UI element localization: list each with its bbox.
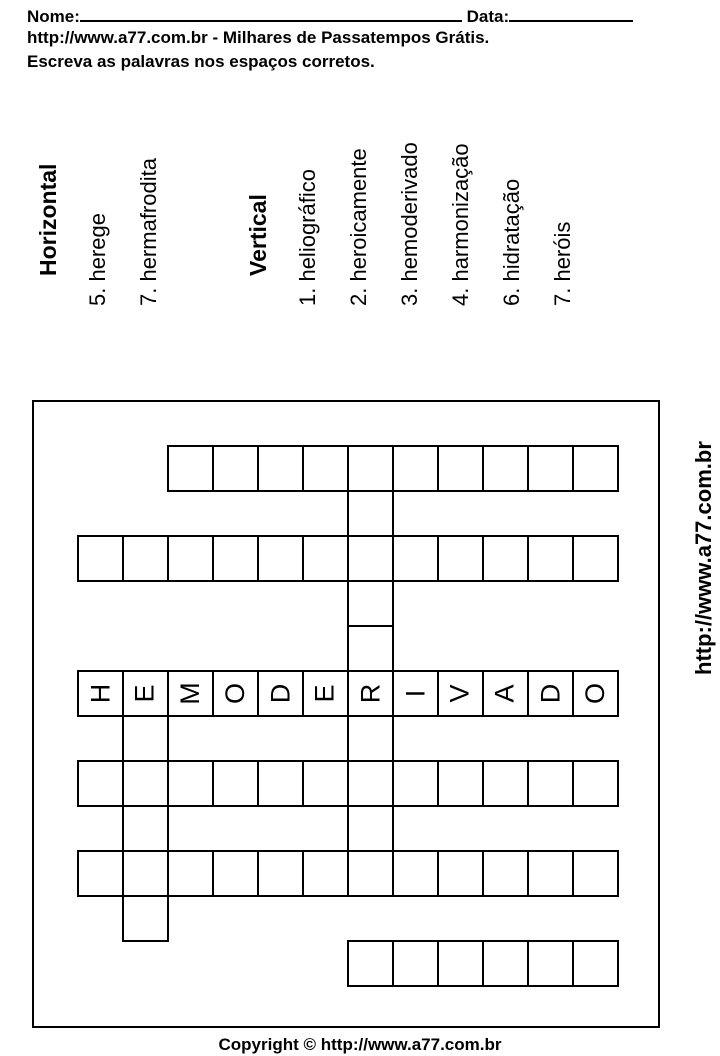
grid-cell[interactable] bbox=[212, 670, 259, 717]
grid-cell[interactable] bbox=[167, 760, 214, 807]
cell-letter: D bbox=[265, 683, 295, 704]
grid-cell[interactable] bbox=[257, 760, 304, 807]
cell-letter: M bbox=[175, 682, 205, 705]
grid-cell[interactable] bbox=[167, 850, 214, 897]
clue-h-5: 5. herege bbox=[85, 213, 110, 306]
grid-cell[interactable] bbox=[482, 445, 529, 492]
grid-cell[interactable] bbox=[347, 625, 394, 672]
date-field[interactable] bbox=[509, 4, 633, 22]
grid-cell[interactable] bbox=[437, 445, 484, 492]
grid-cell[interactable] bbox=[347, 490, 394, 537]
cell-letter-wrap bbox=[439, 672, 482, 715]
grid-cell[interactable] bbox=[167, 670, 214, 717]
grid-cell[interactable] bbox=[122, 715, 169, 762]
clue-h-7: 7. hermafrodita bbox=[136, 158, 161, 306]
header-line-2: http://www.a77.com.br - Milhares de Passatempos Grátis. bbox=[27, 28, 490, 47]
clue-v-3: 3. hemoderivado bbox=[397, 142, 422, 306]
instructions: Escreva as palavras nos espaços corretos. bbox=[27, 52, 375, 71]
grid-cell[interactable] bbox=[257, 850, 304, 897]
grid-cell[interactable] bbox=[527, 445, 574, 492]
grid-cell[interactable] bbox=[302, 535, 349, 582]
grid-cell[interactable] bbox=[482, 760, 529, 807]
grid-cell[interactable] bbox=[482, 535, 529, 582]
cell-letter-wrap bbox=[124, 672, 167, 715]
grid-cell[interactable] bbox=[437, 670, 484, 717]
date-label: Data: bbox=[466, 7, 510, 26]
grid-cell[interactable] bbox=[572, 535, 619, 582]
clue-v-2: 2. heroicamente bbox=[346, 148, 371, 306]
grid-cell[interactable] bbox=[212, 535, 259, 582]
grid-cell[interactable] bbox=[392, 445, 439, 492]
grid-cell[interactable] bbox=[392, 760, 439, 807]
cell-letter: R bbox=[355, 683, 385, 704]
clue-v-7: 7. heróis bbox=[550, 221, 575, 306]
grid-cell[interactable] bbox=[347, 940, 394, 987]
cell-letter: H bbox=[85, 683, 115, 704]
footer-copyright: Copyright © http://www.a77.com.br bbox=[218, 1035, 502, 1054]
grid-cell[interactable] bbox=[257, 670, 304, 717]
grid-cell[interactable] bbox=[527, 760, 574, 807]
grid-cell[interactable] bbox=[347, 805, 394, 852]
grid-cell[interactable] bbox=[302, 445, 349, 492]
grid-cell[interactable] bbox=[212, 760, 259, 807]
grid-cell[interactable] bbox=[437, 535, 484, 582]
cell-letter: E bbox=[309, 684, 340, 703]
grid-cell[interactable] bbox=[122, 760, 169, 807]
grid-cell[interactable] bbox=[347, 850, 394, 897]
grid-cell[interactable] bbox=[347, 445, 394, 492]
grid-cell[interactable] bbox=[347, 535, 394, 582]
grid-cell[interactable] bbox=[527, 670, 574, 717]
cell-letter: I bbox=[399, 689, 430, 698]
clue-v-6: 6. hidratação bbox=[499, 178, 524, 306]
grid-cell[interactable] bbox=[527, 535, 574, 582]
cell-letter-wrap bbox=[484, 672, 527, 715]
cell-letter-wrap bbox=[394, 672, 437, 715]
grid-cell[interactable] bbox=[392, 940, 439, 987]
name-label: Nome: bbox=[27, 7, 80, 26]
name-field[interactable] bbox=[80, 4, 462, 22]
grid-cell[interactable] bbox=[347, 760, 394, 807]
grid-cell[interactable] bbox=[527, 940, 574, 987]
grid-cell[interactable] bbox=[212, 445, 259, 492]
cell-letter-wrap bbox=[214, 672, 257, 715]
grid-cell[interactable] bbox=[572, 670, 619, 717]
grid-cell[interactable] bbox=[122, 850, 169, 897]
grid-cell[interactable] bbox=[437, 760, 484, 807]
grid-cell[interactable] bbox=[122, 805, 169, 852]
grid-cell[interactable] bbox=[572, 760, 619, 807]
grid-cell[interactable] bbox=[482, 850, 529, 897]
cell-letter-wrap bbox=[304, 672, 347, 715]
side-url: http://www.a77.com.br bbox=[691, 441, 716, 675]
grid-cell[interactable] bbox=[347, 580, 394, 627]
grid-cell[interactable] bbox=[572, 940, 619, 987]
cell-letter-wrap bbox=[529, 672, 572, 715]
cell-letter: O bbox=[219, 682, 250, 705]
grid-cell[interactable] bbox=[482, 670, 529, 717]
grid-cell[interactable] bbox=[392, 670, 439, 717]
cell-letter: E bbox=[129, 684, 160, 703]
horizontal-title: Horizontal bbox=[35, 163, 61, 276]
clue-v-4: 4. harmonização bbox=[448, 143, 473, 306]
vertical-title: Vertical bbox=[245, 194, 271, 276]
grid-cell[interactable] bbox=[302, 670, 349, 717]
cell-letter: V bbox=[444, 684, 475, 703]
grid-cell[interactable] bbox=[572, 850, 619, 897]
grid-cell[interactable] bbox=[572, 445, 619, 492]
grid-cell[interactable] bbox=[482, 940, 529, 987]
grid-cell[interactable] bbox=[167, 535, 214, 582]
grid-cell[interactable] bbox=[302, 850, 349, 897]
cell-letter-wrap bbox=[259, 672, 302, 715]
grid-cell[interactable] bbox=[77, 670, 124, 717]
cell-letter: A bbox=[489, 684, 520, 703]
grid-cell[interactable] bbox=[302, 760, 349, 807]
cell-letter-wrap bbox=[349, 672, 392, 715]
grid-cell[interactable] bbox=[77, 850, 124, 897]
header-line-1 bbox=[27, 4, 633, 27]
cell-letter: O bbox=[579, 682, 610, 705]
grid-cell[interactable] bbox=[392, 850, 439, 897]
grid-cell[interactable] bbox=[77, 760, 124, 807]
grid-cell[interactable] bbox=[437, 940, 484, 987]
grid-cell[interactable] bbox=[122, 670, 169, 717]
cell-letter-wrap bbox=[574, 672, 617, 715]
grid-cell[interactable] bbox=[122, 895, 169, 942]
grid-cell[interactable] bbox=[437, 850, 484, 897]
clue-v-1: 1. heliográfico bbox=[295, 169, 320, 306]
grid-cell[interactable] bbox=[347, 715, 394, 762]
cell-letter: D bbox=[535, 683, 565, 704]
grid-cell[interactable] bbox=[257, 445, 304, 492]
grid-cell[interactable] bbox=[122, 535, 169, 582]
grid-cell[interactable] bbox=[527, 850, 574, 897]
grid-cell[interactable] bbox=[257, 535, 304, 582]
cell-letter-wrap bbox=[169, 672, 212, 715]
grid-cell[interactable] bbox=[77, 535, 124, 582]
grid-cell[interactable] bbox=[167, 445, 214, 492]
grid-cell[interactable] bbox=[347, 670, 394, 717]
grid-cell[interactable] bbox=[392, 535, 439, 582]
cell-letter-wrap bbox=[79, 672, 122, 715]
grid-cell[interactable] bbox=[212, 850, 259, 897]
